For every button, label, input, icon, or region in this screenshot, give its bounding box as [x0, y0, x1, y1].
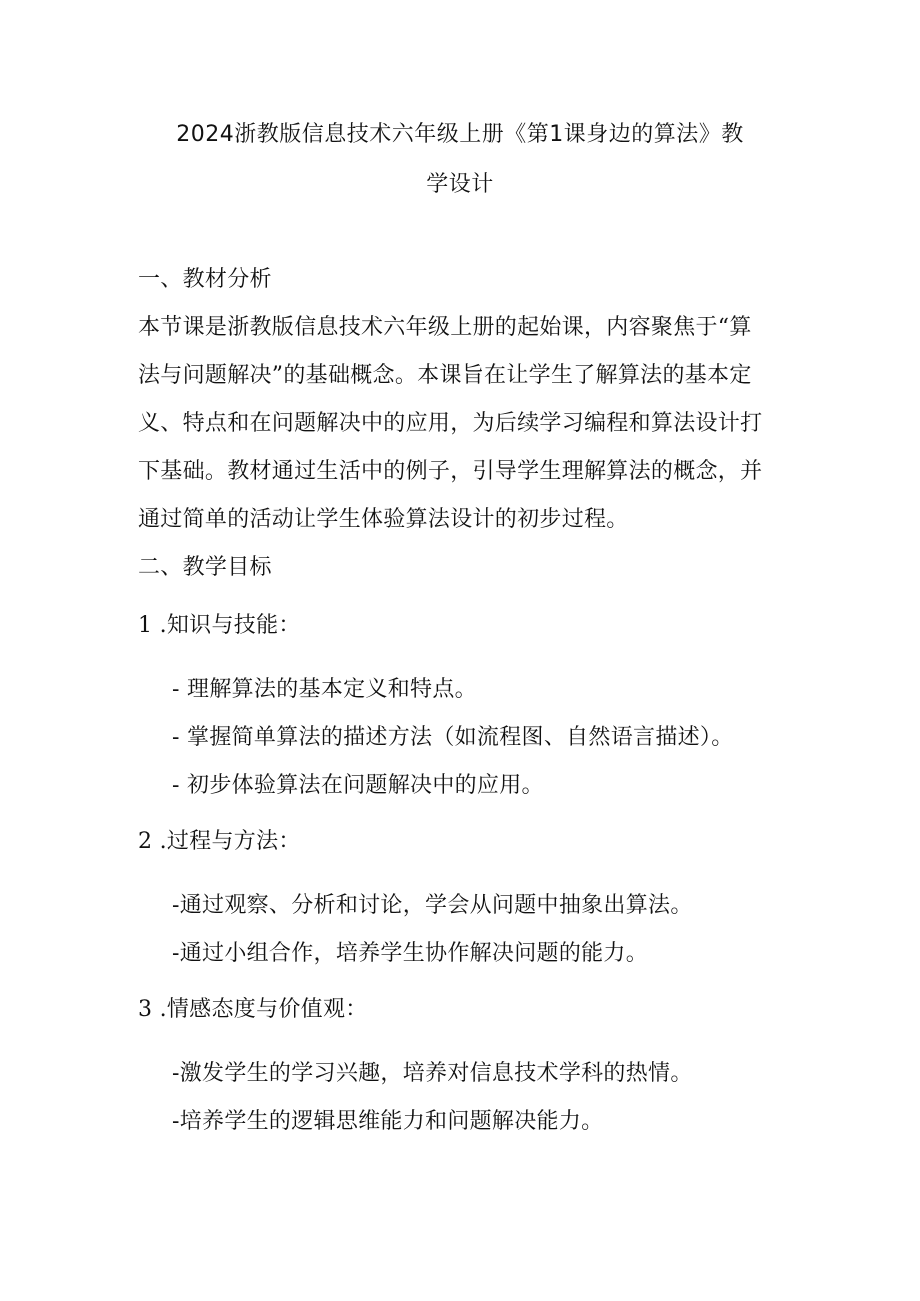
- document-title-line-1: 2024浙教版信息技术六年级上册《第1课身边的算法》教: [176, 122, 744, 147]
- goal-group-label: 2 .过程与方法：: [138, 829, 301, 854]
- paragraph-line: 本节课是浙教版信息技术六年级上册的起始课，内容聚焦于“算: [138, 315, 752, 340]
- goal-item: -激发学生的学习兴趣，培养对信息技术学科的热情。: [172, 1061, 693, 1086]
- goal-group-label: 1 .知识与技能：: [138, 613, 301, 638]
- goal-item: - 理解算法的基本定义和特点。: [172, 677, 477, 702]
- goal-item: - 初步体验算法在问题解决中的应用。: [172, 773, 544, 798]
- paragraph-line: 通过简单的活动让学生体验算法设计的初步过程。: [138, 507, 629, 532]
- section-heading-teaching-goals: 二、教学目标: [138, 555, 272, 580]
- paragraph-line: 义、特点和在问题解决中的应用，为后续学习编程和算法设计打: [138, 411, 763, 436]
- goal-group-label: 3 .情感态度与价值观：: [138, 997, 368, 1022]
- document-title-line-2: 学设计: [426, 172, 494, 197]
- goal-item: -通过观察、分析和讨论，学会从问题中抽象出算法。: [172, 893, 693, 918]
- section-heading-material-analysis: 一、教材分析: [138, 267, 272, 292]
- paragraph-line: 下基础。教材通过生活中的例子，引导学生理解算法的概念，并: [138, 459, 763, 484]
- goal-item: -培养学生的逻辑思维能力和问题解决能力。: [172, 1109, 604, 1134]
- goal-item: -通过小组合作，培养学生协作解决问题的能力。: [172, 941, 649, 966]
- paragraph-line: 法与问题解决”的基础概念。本课旨在让学生了解算法的基本定: [138, 363, 752, 388]
- goal-item: - 掌握简单算法的描述方法（如流程图、自然语言描述）。: [172, 725, 734, 750]
